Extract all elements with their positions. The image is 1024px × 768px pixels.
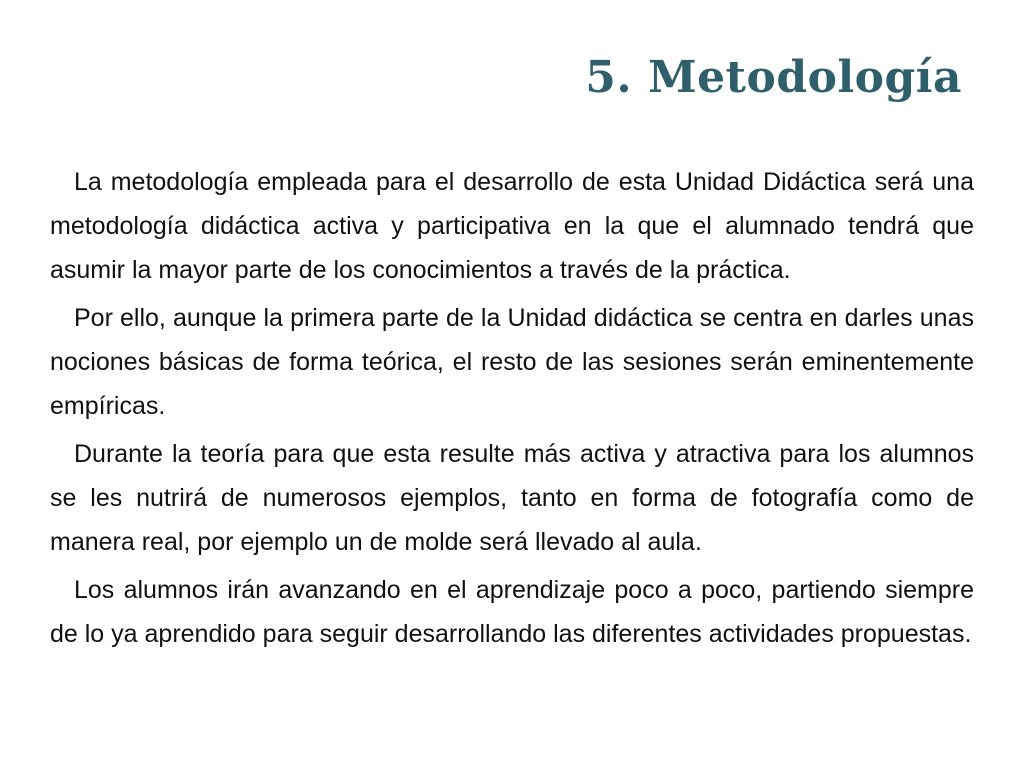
paragraph: Por ello, aunque la primera parte de la Unidad didáctica se centra en darles unas nociones básicas de forma teórica, el resto de las sesiones serán eminentemente empíricas. (50, 304, 974, 420)
paragraph: Los alumnos irán avanzando en el aprendizaje poco a poco, partiendo siempre de lo ya aprendido para seguir desarrollando las diferentes actividades propuestas. (50, 576, 974, 648)
paragraph: Durante la teoría para que esta resulte más activa y atractiva para los alumnos se les nutrirá de numerosos ejemplos, tanto en forma de fotografía como de manera real, por ejemplo un de molde será llevado al aula. (50, 440, 974, 556)
paragraph: La metodología empleada para el desarrollo de esta Unidad Didáctica será una metodología didáctica activa y participativa en la que el alumnado tendrá que asumir la mayor parte de los conocimientos a través de la práctica. (50, 168, 974, 284)
slide-body (50, 160, 974, 730)
slide-title: 5. Metodología (585, 52, 962, 103)
